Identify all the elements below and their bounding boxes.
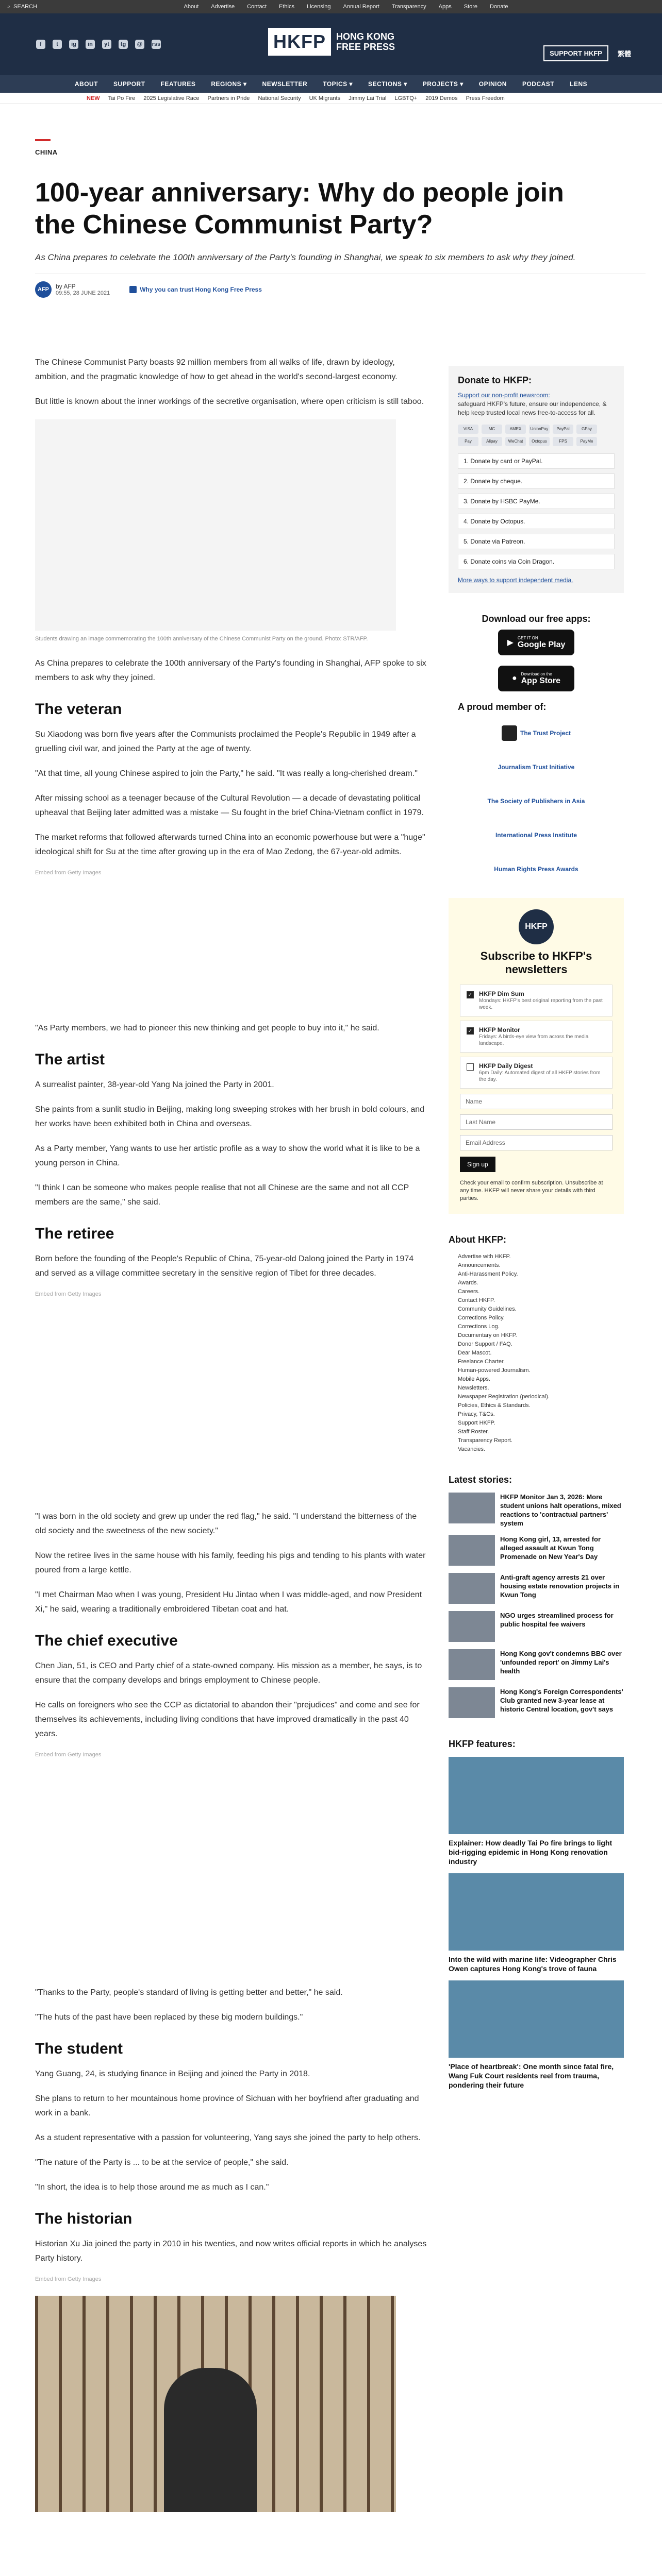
member-logo[interactable]: Human Rights Press Awards [494,866,578,873]
about-link[interactable]: Transparency Report. [458,1437,512,1444]
linkedin-icon[interactable]: in [86,40,95,49]
donate-link[interactable]: Support our non-profit newsroom: [458,392,550,399]
checkmark-icon [129,286,137,293]
paragraph: Yang Guang, 24, is studying finance in Beijing and joined the Party in 2018. [35,2070,310,2078]
about-link[interactable]: Privacy, T&Cs. [458,1411,495,1417]
feature-story[interactable] [449,1873,624,1973]
util-link[interactable]: Store [464,4,478,10]
social-links [36,40,161,49]
accent-bar [35,139,51,141]
paragraph: She plans to return to her mountainous home province of Sichuan with her boyfriend after graduating and work in a bank. [35,2094,419,2117]
paragraph: Historian Xu Jia joined the party in 2010 in his twenties, and now writes official reports in which he analyses Party history. [35,2240,427,2263]
nav-support[interactable]: SUPPORT [113,80,145,88]
instagram-icon[interactable]: ig [69,40,78,49]
octopus-icon: Octopus [529,437,550,446]
feature-title: Into the wild with marine life: Videographer Chris Owen captures Hong Kong's trove of fauna [449,1955,617,1973]
sidebar [449,366,624,2097]
paragraph: As a student representative with a passion for volunteering, Yang says she joined the party to help others. [35,2133,421,2142]
apps-title: Download our free apps: [482,614,591,624]
feature-title: 'Place of heartbreak': One month since fatal fire, Wang Fuk Court residents reel from trauma, pondering their future [449,2062,614,2089]
about-link[interactable]: Anti-Harassment Policy. [458,1271,518,1277]
story-thumbnail [449,1649,495,1680]
paragraph: But little is known about the inner workings of the secretive organisation, where open criticism is still taboo. [35,397,424,406]
trending-link[interactable]: Tai Po Fire [108,95,136,101]
newsletter-box [449,898,624,1214]
name-input[interactable]: Name [460,1094,613,1109]
paragraph: "I met Chairman Mao when I was young, President Hu Jintao when I was middle-aged, and now President Xi," he said, wearing a traditionally embroidered Tibetan coat and hat. [35,1590,422,1614]
section-heading: The artist [35,1051,105,1068]
trending-link[interactable]: National Security [258,95,301,101]
payme-icon: PayMe [576,437,597,446]
paragraph: "I think I can be someone who makes people realise that not all Chinese are the same and not all CCP members are the same," she said. [35,1183,409,1207]
signup-button[interactable]: Sign up [460,1157,495,1172]
paragraph: "In short, the idea is to help those around me as much as I can." [35,2183,269,2192]
nav-podcast[interactable]: PODCAST [522,80,555,88]
embed-image [35,1311,396,1506]
latest-title: Latest stories: [449,1475,512,1485]
paragraph: "At that time, all young Chinese aspired to join the Party," he said. "It was really a long-cherished dream." [35,769,418,778]
donate-text: Support our non-profit newsroom: safeguard HKFP's future, ensure our independence, & help keep trusted local news free-to-access for all. [458,392,607,416]
last-name-input[interactable]: Last Name [460,1114,613,1130]
gpay-icon: GPay [576,425,597,434]
top-utility-bar [0,0,662,13]
apps-section [449,614,624,691]
about-link[interactable]: Awards. [458,1280,478,1286]
search-icon: ⌕ [7,3,11,10]
feature-image [449,1980,624,2058]
member-logo[interactable]: Journalism Trust Initiative [498,764,575,771]
language-switch[interactable]: 繁體 [617,50,631,58]
telegram-icon[interactable]: tg [119,40,128,49]
trending-link[interactable]: 2025 Legislative Race [143,95,200,101]
trending-link[interactable]: Partners in Pride [207,95,250,101]
section-heading: The veteran [35,701,122,718]
about-link[interactable]: Human-powered Journalism. [458,1367,531,1374]
embed-credit[interactable]: Embed from Getty Images [35,1752,102,1758]
newsletter-title: Subscribe to HKFP's newsletters [480,950,592,976]
alipay-icon: Alipay [482,437,502,446]
google-play-button[interactable]: ▶ GET IT ON Google Play [498,630,574,655]
article-header [35,139,628,298]
about-title: About HKFP: [449,1234,506,1245]
nav-sections[interactable]: SECTIONS ▾ [368,80,407,88]
donate-method[interactable]: 1. Donate by card or PayPal. [458,453,615,469]
section-heading: The chief executive [35,1632,178,1649]
embed-credit[interactable]: Embed from Getty Images [35,1291,102,1297]
about-link[interactable]: Donor Support / FAQ. [458,1341,512,1347]
paragraph: "Thanks to the Party, people's standard of living is getting better and better," he said. [35,1988,343,1997]
threads-icon[interactable]: @ [135,40,144,49]
trending-link[interactable]: Jimmy Lai Trial [349,95,387,101]
donate-method[interactable]: 3. Donate by HSBC PayMe. [458,494,615,509]
features-section [449,1739,624,2090]
nav-about[interactable]: ABOUT [74,80,98,88]
search-toggle[interactable]: ⌕ SEARCH [7,3,38,10]
paragraph: After missing school as a teenager because of the Cultural Revolution — a decade of devastating political upheaval that Beijing later admitted was a mistake — Su fought in the brief China-Vietnam conflict in 1979. [35,794,424,817]
memberships [449,702,624,883]
byline [35,274,646,298]
about-link[interactable]: Documentary on HKFP. [458,1332,517,1338]
nav-opinion[interactable]: OPINION [478,80,507,88]
newsletter-fineprint: Check your email to confirm subscription. Unsubscribe at any time. HKFP will never share your details with third parties. [460,1180,603,1201]
util-link[interactable]: Ethics [279,4,294,10]
app-store-button[interactable]: ● Download on the App Store [498,666,574,691]
image-caption: Students drawing an image commemorating the 100th anniversary of the Chinese Communist Party on the ground. Photo: STR/AFP. [35,636,368,642]
rss-icon[interactable]: rss [152,40,161,49]
facebook-icon[interactable]: f [36,40,45,49]
site-header [0,13,662,75]
checkbox-icon[interactable] [467,1063,474,1071]
member-logo[interactable]: The Society of Publishers in Asia [487,798,585,805]
about-link[interactable]: Freelance Charter. [458,1359,505,1365]
latest-story[interactable] [449,1535,624,1566]
feature-story[interactable] [449,1980,624,2090]
trending-link[interactable]: UK Migrants [309,95,341,101]
paypal-icon: PayPal [553,425,573,434]
about-link[interactable]: Community Guidelines. [458,1306,517,1312]
member-title: A proud member of: [458,702,547,712]
youtube-icon[interactable]: yt [102,40,111,49]
embed-image [35,1771,396,1982]
logo-text: HONG KONG FREE PRESS [336,31,395,52]
donate-method[interactable]: 2. Donate by cheque. [458,473,615,489]
story-title: Hong Kong gov't condemns BBC over 'unfounded report' on Jimmy Lai's health [500,1650,622,1675]
site-logo[interactable] [268,28,395,56]
latest-story[interactable] [449,1611,624,1642]
about-link[interactable]: Policies, Ethics & Standards. [458,1402,531,1409]
story-title: NGO urges streamlined process for public hospital fee waivers [500,1612,614,1628]
fps-icon: FPS [553,437,573,446]
article-body [35,355,427,2515]
about-link[interactable]: Advertise with HKFP. [458,1253,511,1260]
newsletter-option[interactable]: ✓ HKFP Monitor Fridays: A birds-eye view from across the media landscape. [460,1021,613,1053]
checkbox-checked-icon[interactable]: ✓ [467,1027,474,1035]
paragraph: As China prepares to celebrate the 100th anniversary of the Party's founding in Shanghai, AFP spoke to six members to ask why they joined. [35,659,426,682]
feature-story[interactable] [449,1757,624,1866]
embed-credit[interactable]: Embed from Getty Images [35,870,102,876]
section-heading: The retiree [35,1225,114,1242]
about-link[interactable]: Support HKFP. [458,1420,495,1426]
paragraph: "As Party members, we had to pioneer this new thinking and get people to buy into it," he said. [35,1024,379,1032]
paragraph: She paints from a sunlit studio in Beijing, making long sweeping strokes with her brush in bold colours, and her works have been exhibited both in China and overseas. [35,1105,425,1128]
about-link[interactable]: Careers. [458,1289,480,1295]
paragraph: "I was born in the old society and grew up under the red flag," he said. "I understand the bitterness of the old society and the sweetness of the new society." [35,1512,417,1535]
applepay-icon: Pay [458,437,478,446]
util-link[interactable]: About [184,4,199,10]
embed-image [35,889,396,1018]
donate-method[interactable]: 6. Donate coins via Coin Dragon. [458,554,615,569]
latest-story[interactable] [449,1649,624,1680]
nav-newsletter[interactable]: NEWSLETTER [262,80,308,88]
person-graphic [164,2368,257,2512]
about-link[interactable]: Vacancies. [458,1446,485,1452]
paragraph: Su Xiaodong was born five years after the Communists proclaimed the People's Republic in 1949 after a gruelling civil war, and joined the Party at the age of twenty. [35,730,416,753]
article-dek: As China prepares to celebrate the 100th anniversary of the Party's founding in Shanghai, we speak to six members to ask why they joined. [35,252,576,262]
paragraph: Chen Jian, 51, is CEO and Party chief of a state-owned company. His mission as a member, he says, is to ensure that the company develops and brings employment to Chinese people. [35,1662,422,1685]
story-title: Anti-graft agency arrests 21 over housing estate renovation projects in Kwun Tong [500,1573,620,1599]
trending-link[interactable]: Press Freedom [466,95,505,101]
paragraph: The Chinese Communist Party boasts 92 million members from all walks of life, drawn by ideology, ambition, and the pragmatic knowledge of how to get ahead in the world's second-largest economy. [35,358,398,381]
features-title: HKFP features: [449,1739,516,1749]
embed-credit[interactable]: Embed from Getty Images [35,2276,102,2282]
email-input[interactable]: Email Address [460,1135,613,1150]
about-link[interactable]: Contact HKFP. [458,1297,495,1303]
newsletter-option[interactable]: HKFP Daily Digest 6pm Daily: Automated digest of all HKFP stories from the day. [460,1057,613,1089]
about-link[interactable]: Mobile Apps. [458,1376,490,1382]
about-link[interactable]: Corrections Log. [458,1324,500,1330]
story-title: Hong Kong girl, 13, arrested for alleged assault at Kwun Tong Promenade on New Year's Day [500,1535,601,1561]
paragraph: A surrealist painter, 38-year-old Yang Na joined the Party in 2001. [35,1080,274,1089]
paragraph: "The huts of the past have been replaced by these big modern buildings." [35,2013,303,2022]
story-thumbnail [449,1611,495,1642]
about-link[interactable]: Dear Mascot. [458,1350,492,1356]
feature-image [449,1757,624,1834]
section-heading: The student [35,2040,123,2057]
wechat-icon: WeChat [505,437,526,446]
about-link[interactable]: Announcements. [458,1262,501,1268]
nav-projects[interactable]: PROJECTS ▾ [422,80,464,88]
member-logo[interactable]: The Trust Project [458,720,615,747]
publish-date: 09:55, 28 JUNE 2021 [56,290,110,296]
latest-list [449,1493,624,1718]
author-avatar: AFP [35,281,52,298]
about-link[interactable]: Corrections Policy. [458,1315,505,1321]
nav-features[interactable]: FEATURES [160,80,196,88]
checkbox-checked-icon[interactable]: ✓ [467,991,474,998]
donate-box [449,366,624,593]
nav-topics[interactable]: TOPICS ▾ [323,80,353,88]
story-thumbnail [449,1535,495,1566]
category-label[interactable]: CHINA [35,148,58,156]
mastercard-icon: MC [482,425,502,434]
about-link[interactable]: Newsletters. [458,1385,489,1391]
latest-story[interactable] [449,1573,624,1604]
main-nav [0,75,662,93]
util-link[interactable]: Transparency [391,4,426,10]
section-heading: The historian [35,2210,133,2227]
newsletter-option[interactable]: ✓ HKFP Dim Sum Mondays: HKFP's best original reporting from the past week. [460,985,613,1016]
about-link[interactable]: Newspaper Registration (periodical). [458,1394,550,1400]
header-actions [543,45,631,61]
donate-title: Donate to HKFP: [458,375,532,385]
donate-method[interactable]: 4. Donate by Octopus. [458,514,615,529]
story-title: HKFP Monitor Jan 3, 2026: More student unions halt operations, mixed reactions to 'contractual partners' system [500,1493,621,1527]
nav-regions[interactable]: REGIONS ▾ [211,80,247,88]
nav-lens[interactable]: LENS [570,80,588,88]
about-section [449,1234,624,1454]
trending-bar [0,93,662,104]
story-thumbnail [449,1573,495,1604]
author-name[interactable]: by AFP [56,283,76,290]
hkfp-logo: HKFP [519,909,554,944]
latest-story[interactable] [449,1687,624,1718]
util-link[interactable]: Donate [490,4,508,10]
features-list [449,1757,624,2090]
twitter-icon[interactable]: t [53,40,62,49]
about-links [458,1252,624,1454]
donate-method[interactable]: 5. Donate via Patreon. [458,534,615,549]
visa-icon: VISA [458,425,478,434]
story-title: Hong Kong's Foreign Correspondents' Club granted new 3-year lease at historic Central location, gov't says [500,1688,623,1713]
paragraph: Born before the founding of the People's Republic of China, 75-year-old Dalong joined the Party in 1974 and served as a village committee secretary in the sensitive region of Tibet for three decades. [35,1255,414,1278]
paragraph: The market reforms that followed afterwards turned China into an economic powerhouse but were a "huge" ideological shift for Su at the time after growing up in the era of Mao Zedong, the 67-year-old admits. [35,833,425,856]
story-thumbnail [449,1493,495,1523]
about-link[interactable]: Staff Roster. [458,1429,489,1435]
unionpay-icon: UnionPay [529,425,550,434]
play-icon: ▶ [507,638,514,647]
trending-link[interactable]: 2019 Demos [425,95,458,101]
paragraph: Now the retiree lives in the same house with his family, feeding his pigs and tending to his plants with water poured from a large kettle. [35,1551,426,1574]
apple-icon: ● [511,674,517,683]
util-link[interactable]: Contact [247,4,267,10]
util-link[interactable]: Apps [438,4,452,10]
paragraph: "The nature of the Party is ... to be at the service of people," she said. [35,2158,289,2167]
story-thumbnail [449,1687,495,1718]
payment-methods [458,425,615,446]
logo-mark: HKFP [268,28,331,56]
more-ways-link[interactable]: More ways to support independent media. [458,577,573,584]
utility-links [184,4,508,10]
support-hkfp-button[interactable]: SUPPORT HKFP [543,45,608,61]
member-logo[interactable]: International Press Institute [495,832,577,839]
historian-photo [35,2296,396,2512]
lead-image [35,419,396,631]
amex-icon: AMEX [505,425,526,434]
latest-stories [449,1475,624,1718]
new-badge: NEW [87,95,100,101]
paragraph: As a Party member, Yang wants to use her artistic profile as a way to show the world what it is like to be a young person in China. [35,1144,420,1167]
util-link[interactable]: Annual Report [343,4,379,10]
trust-project-icon [502,725,517,741]
trending-link[interactable]: LGBTQ+ [394,95,418,101]
util-link[interactable]: Advertise [211,4,235,10]
feature-title: Explainer: How deadly Tai Po fire brings to light bid-rigging epidemic in Hong Kong renovation industry [449,1839,613,1866]
util-link[interactable]: Licensing [307,4,331,10]
trust-promo[interactable]: Why you can trust Hong Kong Free Press [129,286,262,293]
article-title: 100-year anniversary: Why do people join the Chinese Communist Party? [35,178,564,240]
latest-story[interactable] [449,1493,624,1528]
paragraph: He calls on foreigners who see the CCP as dictatorial to abandon their "prejudices" and come and see for themselves its achievements, including living conditions that have improved dramatically in the past 40 years. [35,1701,420,1738]
feature-image [449,1873,624,1951]
